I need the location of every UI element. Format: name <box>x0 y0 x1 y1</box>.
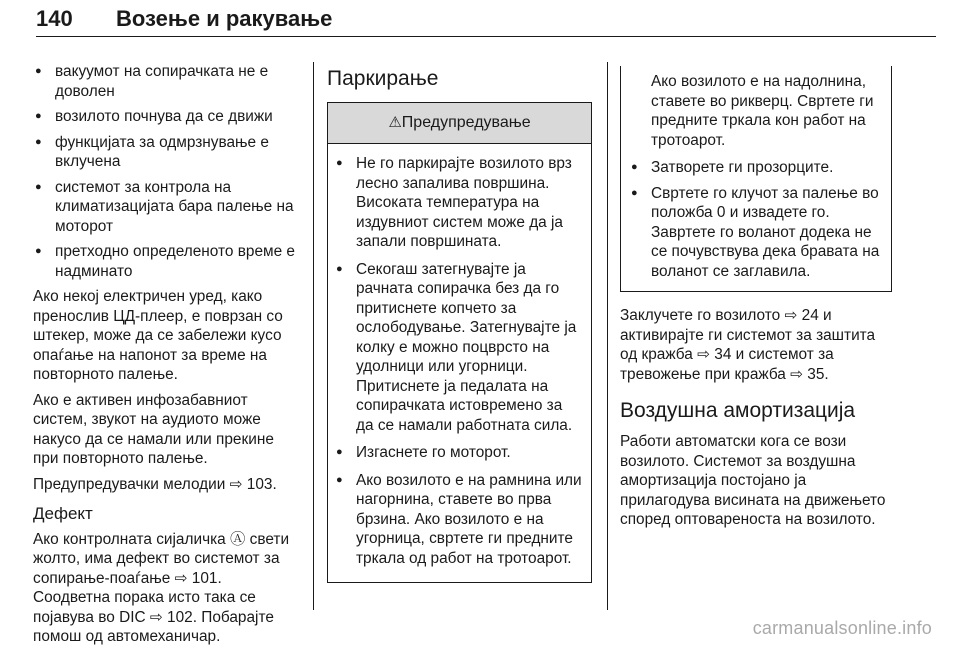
column-divider <box>607 62 608 610</box>
page-number: 140 <box>36 6 73 31</box>
list-item: ● Секогаш затегнувајте ја рачната сопирачка без да го притиснете копчето за ослободување. Затегнувајте ја колку е можно поцврсто на удолници или угорници. Притиснете ја педалата на сопирачката истовремено за да се намали работната сила. <box>334 260 583 436</box>
list-item: ● Затворете ги прозорците. <box>629 158 883 178</box>
list-item: ● Свртете го клучот за палење во положба 0 и извадете го. Завртете го воланот додека не се почувствува дека бравата на воланот се заглавила. <box>629 184 883 282</box>
list-item: ● Ако возилото е на рамнина или нагорнина, ставете во прва брзина. Ако возилото е на угорница, свртете ги предните тркала од работ на тротоарот. <box>334 471 583 569</box>
subheading-fault: Дефект <box>33 504 93 523</box>
list-item: ● Изгаснете го моторот. <box>334 443 583 463</box>
paragraph: Заклучете го возилото ⇨ 24 и активирајте ги системот за заштита од кражба ⇨ 34 и системот за тревожење при кражба ⇨ 35. <box>620 307 876 383</box>
paragraph: Соодветна порака исто така се појавува во DIC ⇨ 102. Побарајте помош од автомеханичар. <box>33 589 274 645</box>
list-item: ● вакуумот на сопирачката не е доволен <box>33 62 301 101</box>
section-heading-air-suspension: Воздушна амортизација <box>620 399 856 422</box>
warning-list <box>334 154 583 568</box>
list-item: ● Не го паркирајте возилото врз лесно запалива површина. Високата температура на издувниот систем може да ја запали површината. <box>334 154 583 252</box>
warning-box <box>327 102 592 583</box>
paragraph: Работи автоматски кога се вози возилото. Системот за воздушна амортизација постојано ја прилагодува висината на движењето според оптовареноста на возилото. <box>620 433 886 528</box>
warning-box-continued <box>620 66 892 292</box>
paragraph: Ако контролната сијаличка Ⓐ свети жолто, има дефект во системот за сопирање-поаѓање ⇨ 101. <box>33 530 290 587</box>
page-header <box>36 6 936 37</box>
warning-list <box>629 158 883 281</box>
column-1 <box>33 62 301 653</box>
warning-title-text: Предупредување <box>401 114 531 131</box>
column-2 <box>327 66 592 583</box>
warning-body <box>328 144 591 582</box>
column-divider <box>313 62 314 610</box>
list-item: ● претходно определеното време е надминато <box>33 242 301 281</box>
condition-list <box>33 62 301 281</box>
list-item: ● системот за контрола на климатизацијата бара палење на моторот <box>33 178 301 237</box>
list-item: ● возилото почнува да се движи <box>33 107 301 127</box>
paragraph: Предупредувачки мелодии ⇨ 103. <box>33 475 277 493</box>
page-section-title: Возење и ракување <box>116 6 333 31</box>
paragraph: Ако е активен инфозабавниот систем, звукот на аудиото може накусо да се намали или прекине при повторното палење. <box>33 391 274 467</box>
watermark: carmanualsonline.info <box>752 618 932 638</box>
warning-icon: ⚠ <box>388 114 402 131</box>
warning-title <box>328 103 591 144</box>
section-heading-parking: Паркирање <box>327 67 439 90</box>
list-item: ● функцијата за одмрзнување е вклучена <box>33 133 301 172</box>
paragraph: Ако возилото е на надолнина, ставете во рикверц. Свртете ги предните тркала кон работ на тротоарот. <box>651 73 874 149</box>
paragraph: Ако некој електричен уред, како пренослив ЦД-плеер, е поврзан со штекер, може да се забележи кусо опаѓање на напонот за време на повторното палење. <box>33 288 283 383</box>
column-3 <box>620 66 892 536</box>
